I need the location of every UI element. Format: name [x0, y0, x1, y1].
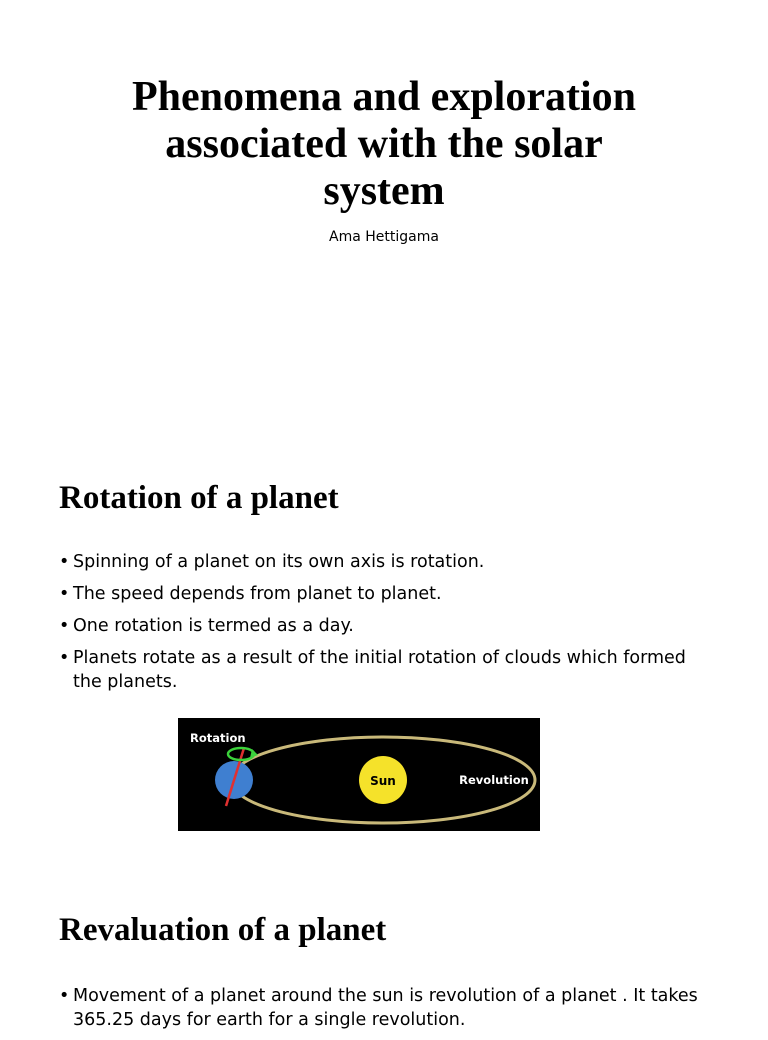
- revolution-label: Revolution: [459, 773, 529, 787]
- author-name: Ama Hettigama: [329, 229, 439, 245]
- title-slide: [0, 0, 768, 450]
- bullet-text: Planets rotate as a result of the initial rotation of clouds which formed the planets.: [73, 648, 686, 692]
- list-item: [59, 646, 699, 694]
- bullet-text: One rotation is termed as a day.: [73, 616, 354, 636]
- bullet-icon: •: [59, 986, 70, 1006]
- rotation-bullet-list: [59, 550, 699, 702]
- revolution-bullet-list: [59, 984, 699, 1040]
- rotation-heading: Rotation of a planet: [59, 480, 339, 516]
- rotation-revolution-diagram: [178, 718, 540, 831]
- diagram-svg: [178, 718, 540, 831]
- bullet-text: Movement of a planet around the sun is revolution of a planet . It takes 365.25 days for earth for a single revolution.: [73, 986, 698, 1030]
- list-item: [59, 984, 699, 1032]
- title-line-3: system: [323, 168, 445, 214]
- bullet-icon: •: [59, 648, 70, 668]
- presentation-title: [0, 74, 768, 215]
- bullet-text: Spinning of a planet on its own axis is rotation.: [73, 552, 485, 572]
- list-item: [59, 550, 699, 574]
- bullet-icon: •: [59, 584, 70, 604]
- title-line-1: Phenomena and exploration: [131, 74, 637, 120]
- revolution-heading: Revaluation of a planet: [59, 912, 387, 948]
- bullet-icon: •: [59, 616, 70, 636]
- rotation-label: Rotation: [190, 731, 246, 745]
- bullet-icon: •: [59, 552, 70, 572]
- bullet-text: The speed depends from planet to planet.: [73, 584, 442, 604]
- title-line-2: associated with the solar: [165, 121, 603, 167]
- sun-label: Sun: [370, 774, 396, 788]
- list-item: [59, 614, 699, 638]
- list-item: [59, 582, 699, 606]
